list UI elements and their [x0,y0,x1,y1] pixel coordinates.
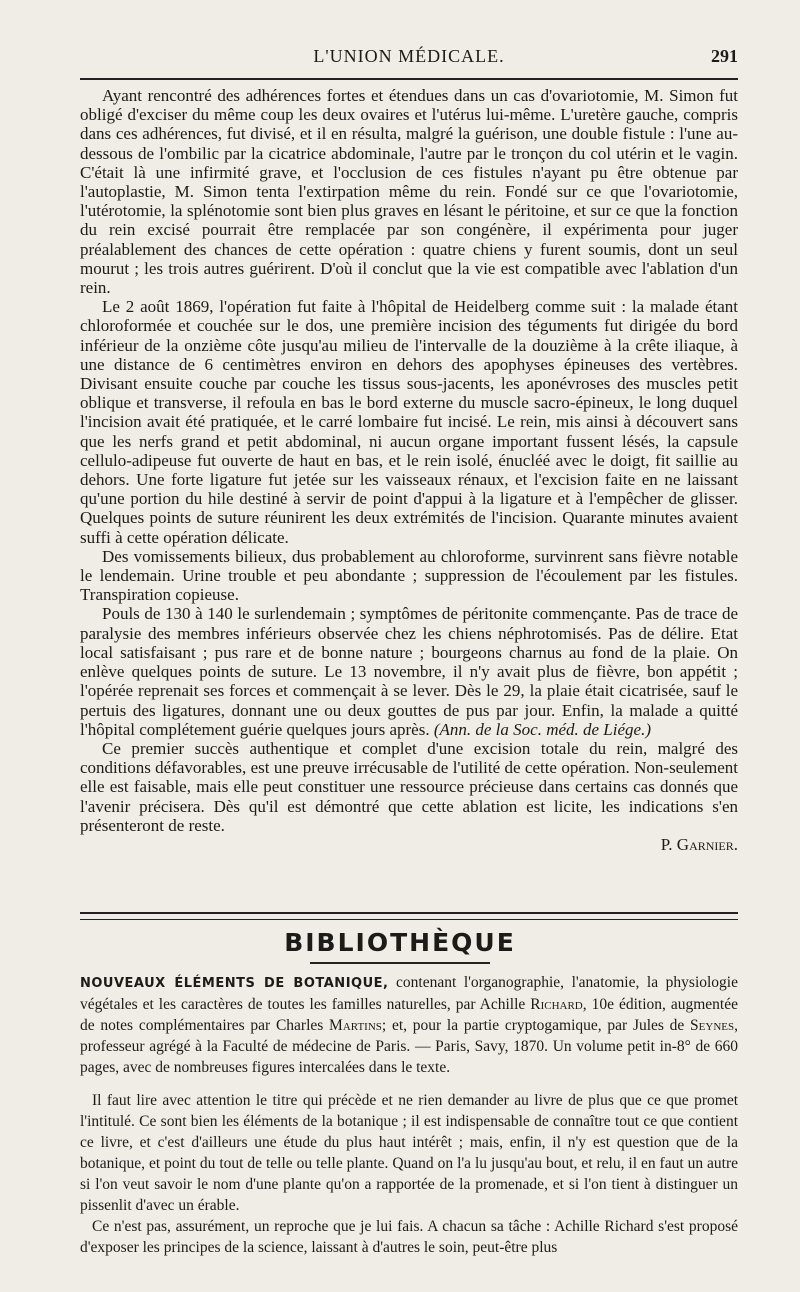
article-body [80,86,738,855]
book-title: NOUVEAUX ÉLÉMENTS DE BOTANIQUE, [80,976,389,991]
review-paragraph: Il faut lire avec attention le titre qui précède et ne rien demander au livre de plus que ce que promet l'intitulé. Ce sont bien les éléments de la botanique ; il est indispensable de connaître tout ce que contient ce livre, et c'est d'ailleurs une étude du plus haut intérêt ; mais, enfin, il n'y est question que de la botanique, et point du tout de telle ou telle plante. Quand on l'a lu jusqu'au bout, et relu, il en faut un autre si l'on veut savoir le nom d'une plante qu'on a rapportée de la promenade, et si l'on tient à distinguer un pissenlit d'avec un érable. [80,1092,738,1214]
author-name: Martins [329,1017,382,1034]
entry-text: , 10e édition, augmentée de notes complémentaires par Charles [80,996,738,1034]
article-paragraph: Le 2 août 1869, l'opération fut faite à l'hôpital de Heidelberg comme suit : la malade étant chloroformée et couchée sur le dos, une première incision des téguments fut dirigée du bord inférieur de la onzième côte jusqu'au milieu de l'intervalle de la douzième à la crête iliaque, à une distance de 6 centimètres environ en dehors des apophyses épineuses des vertèbres. Divisant ensuite couche par couche les tissus sous-jacents, les aponévroses des muscles petit oblique et transverse, il refoula en bas le bord externe du muscle sacro-épineux, le long duquel l'incision avait été pratiquée, et le carré lombaire fut incisé. Le rein, mis ainsi à découvert sans que les nerfs grand et petit abdominal, ni aucun organe important fussent lésés, la capsule cellulo-adipeuse fut ouverte de haut en bas, et le rein isolé, énucléé avec le doigt, fit saillie au dehors. Une forte ligature fut jetée sur les vaisseaux rénaux, et l'excision faite en ne laissant qu'une portion du hile destiné à servir de point d'appui à la ligature et à l'empêcher de glisser. Quelques points de suture réunirent les deux extrémités de l'incision. Quarante minutes avaient suffi à cette opération délicate. [80,297,738,547]
section-title-rule [310,962,490,964]
entry-text: ; et, pour la partie cryptogamique, par Jules de [381,1017,691,1034]
header-rule [80,78,738,80]
article-paragraph: Ce premier succès authentique et complet d'une excision totale du rein, malgré des conditions défavorables, est une preuve irrécusable de l'utilité de cette opération. Non-seulement elle est faisable, mais elle peut constituer une ressource précieuse dans certains cas donnés que l'avenir précisera. Dès qu'il est démontré que cette ablation est licite, les indications s'en présenteront de reste. [80,738,738,835]
section-divider [80,912,738,920]
page-number: 291 [711,46,738,66]
article-paragraph: Des vomissements bilieux, dus probablement au chloroforme, survinrent sans fièvre notable le lendemain. Urine trouble et peu abondante ; suppression de l'écoulement par les fistules. Transpiration copieuse. [80,546,738,605]
entry-text: , professeur agrégé à la Faculté de médecine de Paris. — Paris, Savy, 1870. Un volume petit in-8° de 660 pages, avec de nombreuses figures intercalées dans le texte. [80,1017,738,1076]
citation: (Ann. de la Soc. méd. de Liége.) [433,719,651,739]
paragraph-text: Pouls de 130 à 140 le surlendemain ; symptômes de péritonite commençante. Pas de trace de paralysie des membres inférieurs observée chez les chiens néphrotomisés. Pas de délire. Etat local satisfaisant ; pus rare et de bonne nature ; bourgeons charnus au fond de la plaie. On enlève quelques points de suture. Le 13 novembre, il n'y avait plus de fièvre, bon appétit ; l'opérée reprenait ses forces et commençait à se lever. Dès le 29, la plaie était cicatrisée, sauf le pertuis des ligatures, donnant une ou deux gouttes de pus par jour. Enfin, la malade a quitté l'hôpital complétement guérie quelques jours après. [80,604,738,739]
author-signature: P. Garnier. [660,834,738,854]
section-title: BIBLIOTHÈQUE [284,928,516,957]
author-name: Seynes [690,1017,735,1034]
book-entry [80,972,738,1078]
review-paragraph: Ce n'est pas, assurément, un reproche que je lui fais. A chacun sa tâche : Achille Richard s'est proposé d'exposer les principes de la science, laissant à d'autres le soin, peut-être plus [80,1218,738,1256]
page-header [80,46,738,76]
author-name: Richard [530,996,583,1013]
article-paragraph: Ayant rencontré des adhérences fortes et étendues dans un cas d'ovariotomie, M. Simon fut obligé d'exciser du même coup les deux ovaires et l'utérus lui-même. L'uretère gauche, compris dans ces adhérences, fut divisé, et il en résulta, malgré la guérison, une double fistule : l'une au-dessous de l'ombilic par la cicatrice abdominale, l'autre par le tronçon du col utérin et le vagin. C'était là une infirmité grave, et l'occlusion de ces fistules n'ayant pu être obtenue par l'autoplastie, M. Simon tenta l'extirpation même du rein. Fondé sur ce que l'ovariotomie, l'utérotomie, la splénotomie sont bien plus graves en lésant le péritoine, et sur ce que la fonction du rein excisé pourrait être remplacée par son congénère, il expérimenta pour juger préalablement des chances de cette opération : quatre chiens y furent soumis, dont un seul mourut ; les trois autres guérirent. D'où il conclut que la vie est compatible avec l'ablation d'un rein. [80,86,738,298]
entry-text: contenant l'organographie, l'anatomie, la physiologie végétales et les caractères de toutes les familles naturelles, par Achille [80,974,738,1013]
running-title: L'UNION MÉDICALE. [313,46,505,66]
article-paragraph [80,604,738,738]
bibliography-section [80,972,738,1258]
